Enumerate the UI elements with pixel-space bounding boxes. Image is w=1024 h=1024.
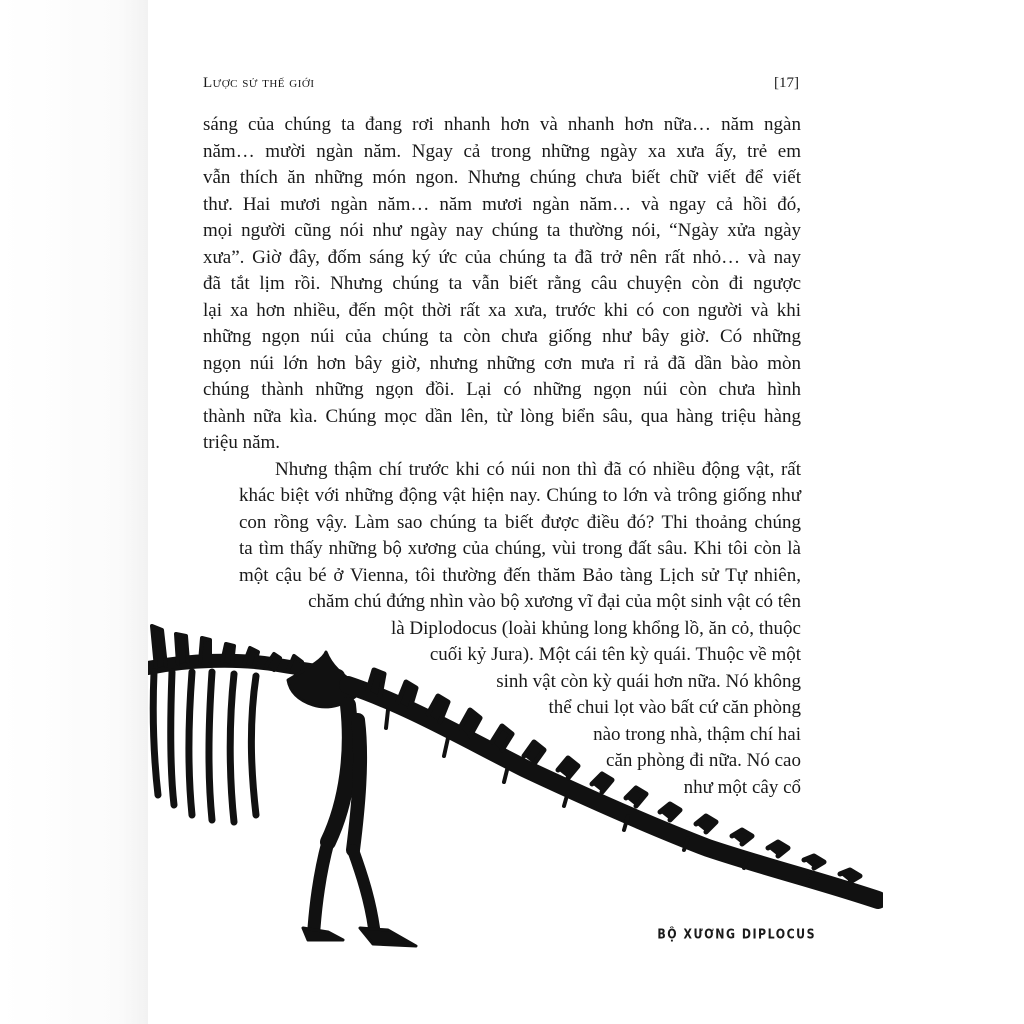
paragraph-1-line: thư. Hai mươi ngàn năm… năm mươi ngàn năm… và ngay cả hồi đó, (203, 193, 801, 215)
body-text (203, 112, 801, 801)
paragraph-2-line: chăm chú đứng nhìn vào bộ xương vĩ đại của một sinh vật có tên (308, 591, 801, 612)
skeleton-hind-leg-tibia (314, 842, 328, 928)
paragraph-1-line: chúng thành những ngọn đồi. Lại có những ngọn núi còn chưa hình (203, 379, 801, 400)
paragraph-2-line: cuối kỷ Jura). Một cái tên kỳ quái. Thuộc về một (429, 644, 801, 665)
running-header (203, 75, 799, 99)
paragraph-2-line: như một cây cổ (683, 776, 801, 798)
paragraph-1-line: lại xa hơn nhiều, đến một thời rất xa xưa, trước khi có con người và khi (203, 299, 801, 321)
paragraph-2-line: sinh vật còn kỳ quái hơn nữa. Nó không (496, 670, 801, 692)
paragraph-2-line: một cậu bé ở Vienna, tôi thường đến thăm Bảo tàng Lịch sử Tự nhiên, (239, 564, 801, 586)
paragraph-2-line: căn phòng đi nữa. Nó cao (606, 750, 801, 771)
paragraph-2-line: con rồng vậy. Làm sao chúng ta biết được điều đó? Thi thoảng chúng (239, 511, 801, 533)
paragraph-1-line: triệu năm. (203, 432, 281, 453)
paragraph-1-line: sáng của chúng ta đang rơi nhanh hơn và nhanh hơn nữa… năm ngàn (203, 114, 801, 135)
paragraph-1-line: những ngọn núi của chúng ta còn chưa giống như bây giờ. Có những (203, 326, 801, 347)
paragraph-2-line: là Diplodocus (loài khủng long khổng lồ, ăn cỏ, thuộc (390, 617, 801, 639)
paragraph-1-line: thành nữa kìa. Chúng mọc dần lên, từ lòng biển sâu, qua hàng triệu hàng (203, 405, 801, 427)
skeleton-rear-leg-tibia (353, 850, 374, 928)
paragraph-1-line: ngọn núi lớn hơn bây giờ, nhưng những cơn mưa rỉ rả đã dần bào mòn (203, 352, 801, 374)
paragraph-1-line: vẫn thích ăn những món ngon. Nhưng chúng chưa biết chữ viết để viết (203, 167, 801, 188)
paragraph-1 (203, 112, 801, 457)
skeleton-hind-foot (303, 928, 343, 940)
page-number: [17] (774, 75, 799, 91)
paragraph-1-line: năm… mười ngàn năm. Ngay cả trong những ngày xa xưa ấy, trẻ em (203, 140, 801, 162)
paragraph-2 (203, 457, 801, 802)
paragraph-1-line: mọi người cũng nói như ngày nay chúng ta thường nói, “Ngày xửa ngày (203, 220, 801, 241)
running-title: Lược sử thế giới (203, 75, 315, 91)
skeleton-rear-foot (360, 928, 416, 946)
paragraph-2-line: nào trong nhà, thậm chí hai (593, 723, 801, 745)
paragraph-2-line: khác biệt với những động vật hiện nay. Chúng to lớn và trông giống như (239, 485, 801, 506)
paragraph-1-line: xưa”. Giờ đây, đốm sáng ký ức của chúng ta đã trở nên rất nhỏ… và nay (203, 246, 801, 268)
paragraph-1-line: đã tắt lịm rồi. Nhưng chúng ta vẫn biết rằng câu chuyện còn đi ngược (203, 273, 801, 294)
paragraph-2-line: thể chui lọt vào bất cứ căn phòng (548, 697, 801, 718)
figure-caption: BỘ XƯƠNG DIPLOCUS (657, 926, 816, 943)
page-gutter-shadow (0, 0, 148, 1024)
paragraph-2-line: Nhưng thậm chí trước khi có núi non thì đã có nhiều động vật, rất (275, 458, 801, 480)
paragraph-2-line: ta tìm thấy những bộ xương của chúng, vùi trong đất sâu. Khi tôi còn là (239, 538, 801, 559)
